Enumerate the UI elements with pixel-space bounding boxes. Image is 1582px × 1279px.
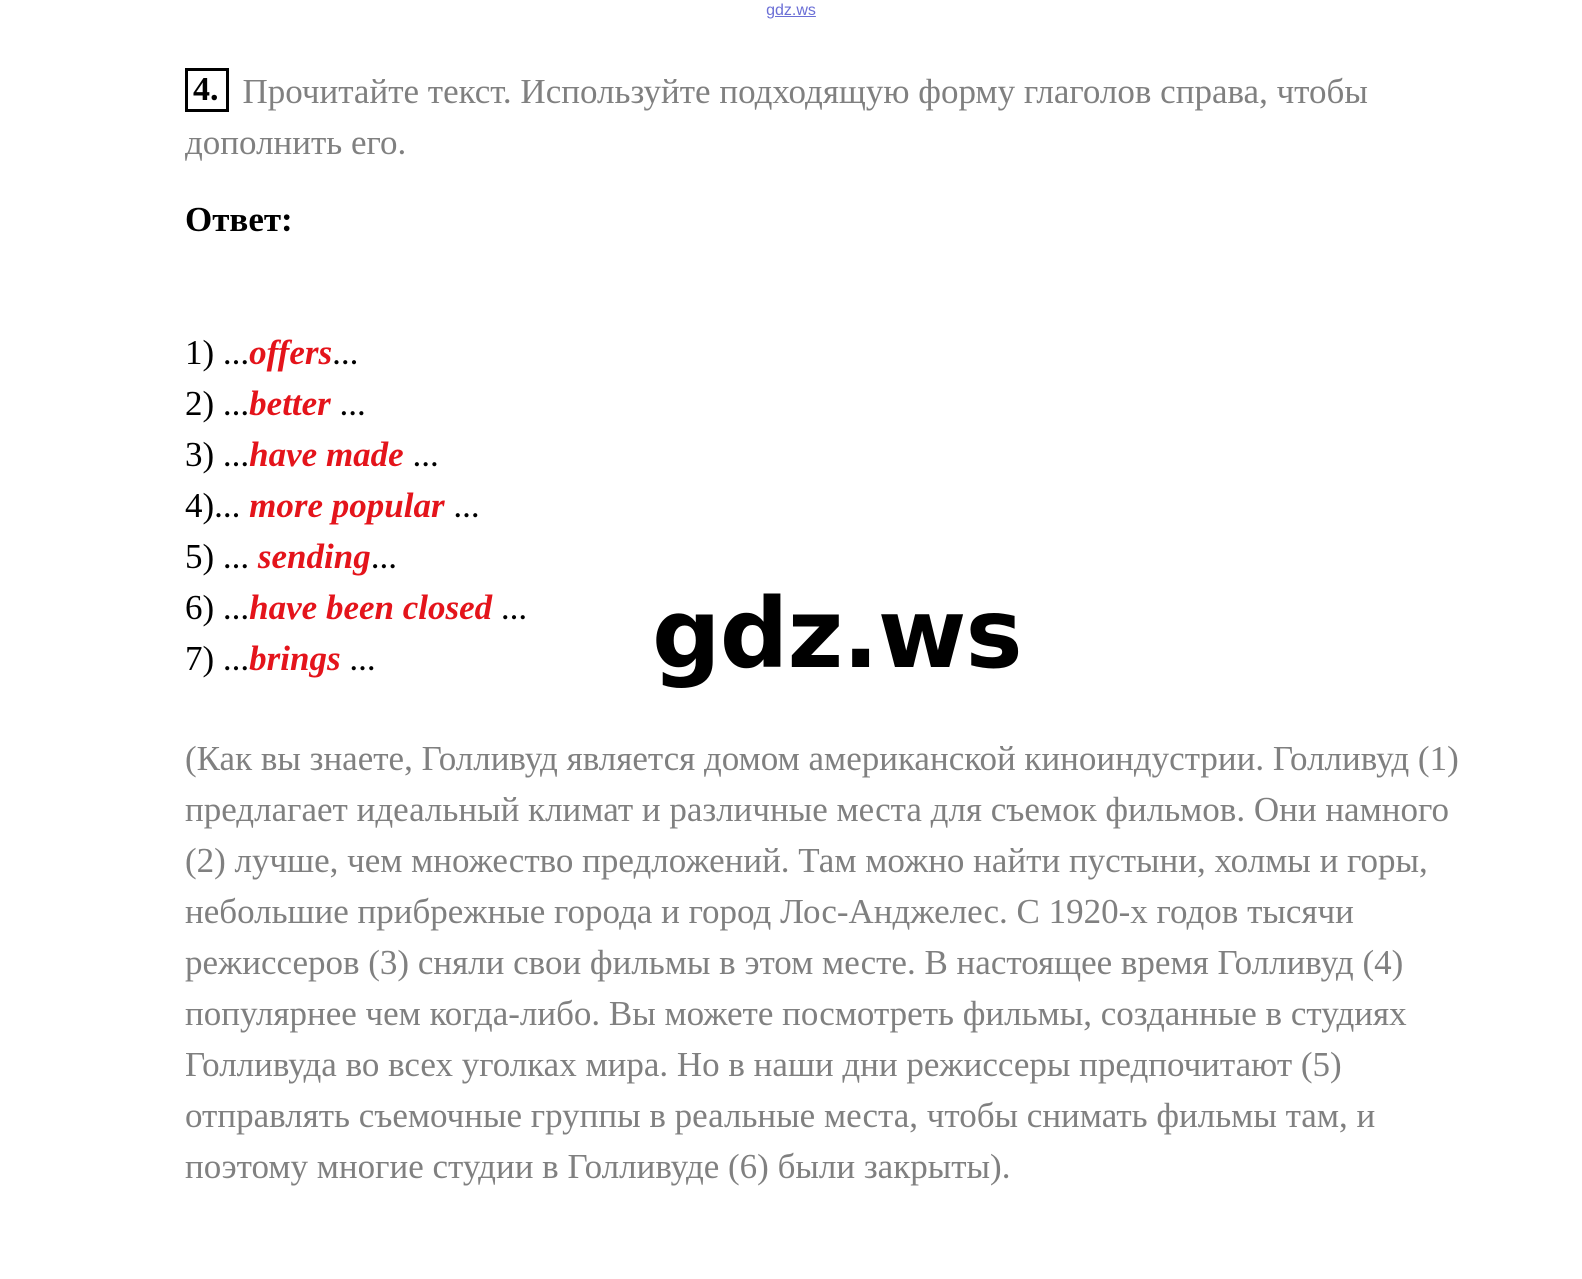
answer-word: sending — [257, 537, 371, 576]
answer-prefix: 2) ... — [185, 384, 250, 423]
answer-word: offers — [249, 333, 333, 372]
answer-item — [185, 429, 527, 480]
answer-suffix: ... — [403, 435, 439, 474]
answer-prefix: 1) ... — [185, 333, 250, 372]
answer-prefix: 5) ... — [185, 537, 258, 576]
answer-heading: Ответ: — [185, 200, 293, 239]
answer-prefix: 6) ... — [185, 588, 250, 627]
answer-word: more popular — [249, 486, 445, 525]
answer-suffix: ... — [492, 588, 528, 627]
answer-prefix: 7) ... — [185, 639, 250, 678]
answer-prefix: 4)... — [185, 486, 250, 525]
answer-suffix: ... — [330, 384, 366, 423]
answer-suffix: ... — [370, 537, 397, 576]
answer-word: have been closed — [249, 588, 493, 627]
answer-item — [185, 582, 527, 633]
answer-item — [185, 633, 527, 684]
task-instruction-block — [185, 66, 1425, 168]
answer-suffix: ... — [444, 486, 480, 525]
answer-list — [185, 327, 527, 684]
answer-item — [185, 378, 527, 429]
answer-item — [185, 531, 527, 582]
answer-prefix: 3) ... — [185, 435, 250, 474]
answer-suffix: ... — [332, 333, 359, 372]
task-number-badge: 4. — [185, 68, 229, 112]
answer-item — [185, 480, 527, 531]
answer-item — [185, 327, 527, 378]
task-instruction-text: Прочитайте текст. Используйте подходящую форму глаголов справа, чтобы дополнить его. — [185, 72, 1368, 162]
answer-word: brings — [249, 639, 341, 678]
translation-paragraph: (Как вы знаете, Голливуд является домом американской киноиндустрии. Голливуд (1) предлагает идеальный климат и различные места для съемок фильмов. Они намного (2) лучше, чем множество предложений. Там можно найти пустыни, холмы и горы, небольшие прибрежные города и город Лос-Анджелес. С 1920-х годов тысячи режиссеров (3) сняли свои фильмы в этом месте. В настоящее время Голливуд (4) популярнее чем когда-либо. Вы можете посмотреть фильмы, созданные в студиях Голливуда во всех уголках мира. Но в наши дни режиссеры предпочитают (5) отправлять съемочные группы в реальные места, чтобы снимать фильмы там, и поэтому многие студии в Голливуде (6) были закрыты). — [185, 739, 1459, 1186]
answer-word: have made — [249, 435, 404, 474]
site-link[interactable]: gdz.ws — [766, 2, 816, 19]
answer-word: better — [249, 384, 331, 423]
watermark-logo: gdz.ws — [652, 578, 1022, 690]
answer-suffix: ... — [340, 639, 376, 678]
